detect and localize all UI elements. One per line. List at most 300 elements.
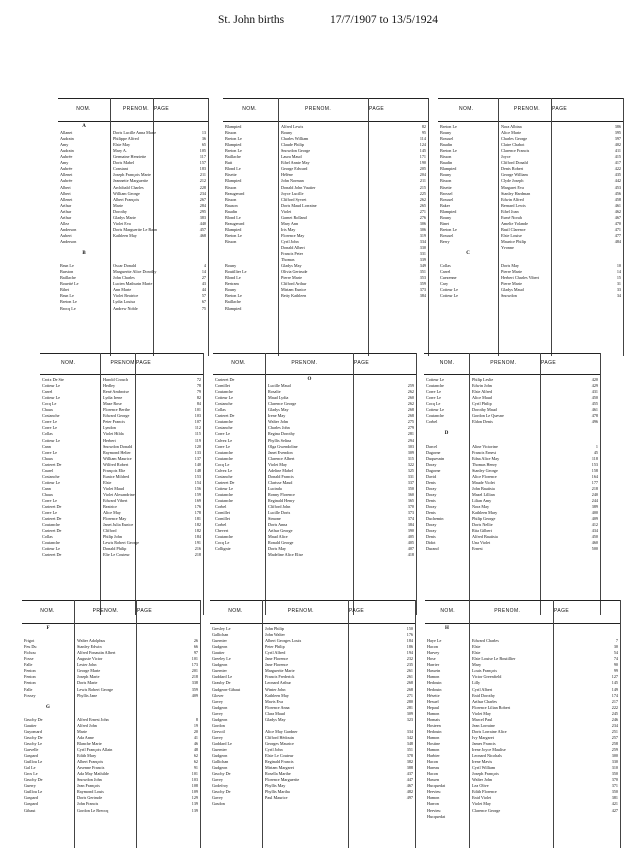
forename-cell: Louis François: [472, 668, 498, 674]
surname-cell: Collas: [215, 407, 226, 413]
forename-cell: Doris Gertrude: [77, 795, 103, 801]
page-number-cell: 156: [194, 485, 201, 491]
forename-cell: Elsie May: [113, 142, 131, 148]
page-number-cell: 378: [406, 753, 413, 759]
forename-cell: Clarence Albert: [268, 455, 295, 461]
page-number-cell: 420: [591, 377, 598, 382]
page-number-cell: 251: [611, 728, 618, 734]
surname-cell: Cotteur Le: [215, 395, 234, 401]
forename-cell: Jane Florence: [265, 656, 289, 662]
forename-cell: George Marie: [77, 668, 101, 674]
forename-cell: Victor Greenfield: [472, 674, 502, 680]
page-number-cell: 79: [196, 389, 201, 395]
page-number-cell: 350: [611, 771, 618, 777]
page-title: St. John births: [218, 14, 285, 26]
section-letter: O: [307, 377, 312, 382]
page-number-cell: 353: [419, 275, 426, 281]
surname-cell: Gresley Le: [212, 626, 231, 631]
surname-cell: Brun Le: [60, 263, 74, 269]
page-number-cell: 105: [199, 148, 206, 154]
page-number-cell: 268: [406, 686, 413, 692]
page-number-cell: 62: [193, 753, 198, 759]
surname-cell: Gervoil: [212, 728, 225, 734]
surname-cell: Frigot: [24, 638, 35, 644]
column-rule: [469, 600, 470, 848]
surname-cell: Anderson: [60, 226, 77, 232]
page-number-cell: 349: [419, 263, 426, 269]
page-number-cell: 33: [616, 287, 621, 293]
page-number-cell: 262: [407, 389, 414, 395]
forename-cell: Basil Clarence: [501, 226, 526, 232]
page-number-cell: 66: [193, 644, 198, 650]
forename-cell: Alfred Lewis: [281, 124, 304, 129]
forename-cell: Lydia Irene: [103, 395, 123, 401]
section-letter: A: [82, 124, 86, 129]
forename-cell: Maurice Philip: [501, 238, 527, 244]
page-number-cell: 342: [406, 734, 413, 740]
surname-cell: Costanche: [42, 473, 60, 479]
forename-cell: Joyce: [501, 154, 511, 160]
forename-cell: Amelie Yolande: [501, 220, 528, 226]
page-number-cell: 359: [419, 281, 426, 287]
forename-cell: Maud Lydia: [268, 395, 289, 401]
page-number-cell: 471: [614, 226, 621, 232]
forename-cell: Thomas Henry: [472, 461, 498, 467]
forename-cell: John Walter: [265, 632, 285, 638]
forename-cell: Clifford Arthur: [281, 281, 307, 287]
forename-cell: Jean François: [77, 783, 100, 789]
surname-cell: Gudgeon: [212, 662, 228, 668]
surname-cell: Gavey: [212, 795, 223, 801]
surname-cell: Garvelle: [24, 747, 39, 752]
forename-cell: Gordon Le Quesne: [472, 413, 504, 419]
surname-cell: Hedouin: [427, 686, 442, 692]
surname-header: NOM.: [76, 106, 91, 112]
forename-cell: Ada Anne: [77, 734, 94, 740]
forename-cell: Alice May Gardner: [265, 728, 298, 734]
forename-cell: Lilian Amy: [472, 498, 492, 503]
surname-cell: Chevert: [215, 528, 229, 534]
surname-cell: Blampied: [225, 178, 242, 184]
page-number-cell: 129: [191, 795, 198, 801]
surname-cell: Denis: [426, 479, 436, 485]
page-number-cell: 169: [194, 498, 201, 503]
forename-cell: Winter John: [265, 686, 286, 692]
surname-cell: Carteret De: [42, 504, 62, 510]
page-number-cell: 460: [591, 540, 598, 546]
page-number-cell: 90: [613, 662, 618, 668]
forename-cell: Joseph Marie: [77, 674, 100, 680]
forenames-header: PRENOM.: [513, 106, 541, 112]
forename-cell: Violet May: [268, 461, 287, 467]
forename-cell: Alice Maud: [472, 395, 492, 401]
surname-cell: Anderson: [60, 238, 77, 244]
forename-cell: Margaret Eva: [501, 184, 524, 190]
forename-cell: Charles George: [501, 136, 528, 142]
forename-cell: Arsenne Francis: [77, 765, 105, 771]
column-rule: [262, 600, 263, 848]
surname-cell: Dagorne: [426, 467, 441, 473]
forename-cell: Arthur George: [268, 528, 293, 534]
surname-cell: Hareau: [427, 765, 440, 771]
surname-cell: Gallichan: [212, 759, 229, 765]
page-number-cell: 174: [611, 692, 618, 698]
page-number-cell: 388: [406, 765, 413, 771]
forename-cell: Florence Anna: [265, 704, 290, 710]
surname-header: NOM.: [242, 106, 257, 112]
page-number-cell: 107: [194, 419, 201, 425]
surname-cell: Allez: [60, 220, 70, 226]
forename-cell: Lucinda: [268, 485, 282, 491]
forename-cell: Stanley Edwin: [77, 644, 102, 650]
forenames-header: PRENOM.: [122, 106, 150, 112]
surname-cell: Bisette: [440, 184, 452, 190]
forename-cell: Clarence George: [268, 401, 297, 407]
forename-cell: Florence Berthe: [103, 407, 130, 413]
page-number-cell: 257: [611, 734, 618, 740]
surname-cell: Hamon: [427, 710, 440, 716]
page-number-cell: 215: [419, 184, 426, 190]
page-number-cell: 8: [195, 716, 198, 722]
surname-cell: Gros Le: [24, 771, 38, 777]
surname-cell: Breton Le: [225, 136, 242, 142]
forename-cell: Stanley George: [472, 467, 498, 473]
page-number-cell: 7: [615, 638, 618, 644]
page-number-cell: 14: [616, 269, 621, 275]
surname-cell: Breton Le: [225, 148, 242, 154]
section-letter: B: [82, 251, 86, 257]
forename-cell: Elsie Louise: [501, 232, 522, 238]
forename-cell: Pierre Marie: [281, 275, 303, 281]
surname-cell: Hostine: [427, 740, 441, 746]
surname-cell: Gudgeon-Gibaut: [212, 686, 241, 692]
page-number-cell: 365: [407, 498, 414, 503]
page-number-cell: 400: [591, 510, 598, 516]
page-number-cell: 182: [194, 528, 201, 534]
surname-cell: Bihet: [60, 287, 70, 293]
surname-cell: Coutanche: [215, 449, 233, 455]
forename-cell: Albert François: [77, 759, 104, 765]
surname-cell: Gautier: [212, 650, 225, 656]
forename-cell: William George: [113, 190, 140, 196]
surname-cell: Gaddard Le: [212, 740, 232, 746]
forename-cell: Clifford Donald: [501, 160, 528, 166]
forename-cell: Doris Lucille Anna Marie: [113, 130, 157, 136]
surname-cell: Gudgeon: [212, 753, 228, 759]
forename-cell: Elsie: [103, 479, 112, 485]
surname-cell: Fossey: [24, 692, 36, 698]
surname-cell: Gavey: [212, 777, 223, 783]
index-column: [22, 600, 200, 848]
surname-cell: Butt: [225, 160, 233, 166]
page-number-cell: 268: [407, 407, 414, 413]
page-number-cell: 322: [407, 461, 414, 467]
forename-cell: Simone: [268, 516, 281, 522]
column-rule: [498, 98, 499, 356]
register-page: [22, 600, 620, 848]
forename-cell: Gladys May: [265, 716, 286, 722]
surname-cell: Guyomard: [24, 728, 42, 734]
page-number-cell: 75: [201, 305, 206, 311]
surname-cell: Carteret De: [215, 413, 235, 419]
surname-cell: Hedouin: [427, 680, 442, 686]
page-number-cell: 218: [191, 674, 198, 680]
surname-cell: Aubrée: [60, 166, 73, 172]
forename-cell: Irene May: [268, 413, 286, 419]
page-number-cell: 259: [407, 383, 414, 389]
page-number-cell: 218: [591, 485, 598, 491]
surname-cell: Baillache: [225, 154, 241, 160]
forenames-header: PRENOM.: [305, 106, 332, 112]
forename-cell: Albert Georges Louis: [265, 638, 302, 644]
forename-cell: Snowdon John: [77, 777, 102, 783]
surname-cell: Doray: [426, 485, 437, 491]
forename-cell: Claude Philip: [281, 142, 304, 148]
surname-cell: Cocq Le: [42, 401, 57, 407]
forename-cell: Blanche Marie: [77, 740, 102, 746]
page-number-cell: 201: [191, 668, 198, 674]
page-number-cell: 417: [614, 160, 621, 166]
forename-cell: Doris Lorraine Alice: [472, 728, 507, 734]
page-number-cell: 422: [614, 166, 621, 172]
index-column: [58, 98, 208, 356]
surname-cell: Carteret De: [42, 552, 62, 558]
surname-cell: Cotteur Le: [215, 485, 234, 491]
column-rule: [208, 98, 209, 356]
surname-cell: Bouny: [225, 287, 237, 293]
forename-cell: Nora Albina: [501, 124, 522, 129]
page-number-cell: 334: [419, 238, 426, 244]
surname-cell: Audrain: [60, 148, 74, 154]
forename-cell: William Maurice: [103, 455, 132, 461]
surname-cell: Hacon: [427, 759, 438, 765]
forename-cell: Clara Maud: [265, 710, 285, 716]
forename-cell: Philippe Alfred: [113, 136, 139, 142]
page-number-cell: 339: [419, 257, 426, 263]
forename-cell: Mavis Eva: [265, 698, 284, 704]
forename-cell: Mary: [472, 662, 482, 668]
page-number-cell: 325: [407, 467, 414, 473]
forename-cell: Maude Violet: [472, 479, 495, 485]
surname-cell: Costanche: [42, 413, 60, 419]
page-number-cell: 434: [591, 528, 598, 534]
forename-cell: Olga Gwendoline: [268, 443, 298, 449]
forename-cell: Peter Francis: [103, 419, 125, 425]
surname-cell: David: [426, 473, 437, 479]
surname-cell: Amy: [60, 142, 69, 148]
column-rule: [415, 600, 416, 848]
forename-cell: Ronny Florence: [268, 491, 295, 497]
surname-cell: Corre Le: [215, 443, 230, 449]
page-number-cell: 477: [614, 232, 621, 238]
surname-cell: Collas: [440, 263, 451, 269]
page-number-cell: 114: [419, 136, 426, 142]
forename-cell: Ada May Mathilde: [77, 771, 109, 777]
surname-cell: Hésette: [427, 692, 440, 698]
forename-cell: Gladys May: [281, 263, 302, 269]
surname-cell: Aubrée: [60, 154, 73, 160]
column-rule: [600, 353, 601, 615]
page-number-cell: 309: [406, 710, 413, 716]
page-number-cell: 97: [193, 650, 198, 656]
surname-cell: Blampied: [225, 305, 242, 311]
forename-cell: Lilly: [472, 680, 481, 686]
surname-cell: Brun Le: [60, 293, 74, 299]
forename-cell: Pierre Marie: [501, 269, 523, 275]
surname-cell: Allenet: [60, 196, 73, 202]
page-number-cell: 235: [406, 662, 413, 668]
surname-cell: Cornillet: [215, 516, 230, 522]
forename-cell: Donald John Vautier: [281, 184, 316, 190]
forename-cell: Alice Florence: [472, 473, 497, 479]
surname-cell: Baudin: [440, 142, 453, 148]
page-number-cell: 351: [419, 269, 426, 275]
page-number-cell: 303: [407, 443, 414, 449]
page-number-cell: 373: [419, 287, 426, 293]
surname-cell: Corre Le: [426, 395, 441, 401]
surname-cell: Gudgeon: [212, 716, 228, 722]
forename-cell: Adeline Mabel: [268, 467, 294, 473]
page-number-cell: 450: [591, 534, 598, 540]
forename-cell: Alice Marie: [501, 130, 522, 136]
forename-cell: Doris Mabel: [113, 160, 135, 166]
surname-header: NOM.: [61, 360, 76, 366]
surname-cell: Gudgeon: [212, 644, 228, 650]
surname-cell: Coutanche: [426, 413, 444, 419]
page-header-cell: PAGE: [554, 608, 570, 614]
surname-cell: Calvez Le: [215, 467, 233, 473]
surname-cell: Bouny: [440, 172, 452, 178]
surname-cell: Gruchy De: [24, 734, 43, 740]
forename-cell: Jeannette Marguerite: [113, 178, 149, 184]
surname-cell: Gaspard: [24, 795, 38, 801]
forename-cell: Lydia Louisa: [113, 299, 135, 305]
forename-cell: Stanley Hardman: [501, 190, 531, 196]
surname-cell: Breton Le: [60, 299, 77, 305]
page-number-cell: 4: [203, 263, 206, 269]
forename-cell: John Philip: [265, 626, 284, 631]
surname-cell: Baker: [440, 202, 450, 208]
surname-cell: Collas: [42, 534, 53, 540]
forename-cell: Edwin John: [472, 383, 492, 389]
forename-cell: Mazel Lillian: [472, 491, 495, 497]
forename-cell: Florence Marguerite: [265, 777, 300, 783]
forenames-header: PRENOM.: [110, 360, 137, 366]
forename-cell: Elsie Le Couteur: [265, 753, 294, 759]
forename-cell: Alfred Bautista: [472, 534, 498, 540]
forename-cell: Dorothy Maud: [472, 407, 497, 413]
surname-cell: Gordon: [212, 722, 225, 728]
surname-cell: Costanche: [215, 425, 233, 431]
page-number-cell: 137: [194, 455, 201, 461]
page-number-cell: 262: [419, 196, 426, 202]
column-rule: [416, 353, 417, 615]
page-number-cell: 205: [419, 166, 426, 172]
surname-cell: Breton Le: [440, 148, 457, 154]
surname-cell: Blampied: [225, 142, 242, 148]
surname-cell: Bertram: [225, 281, 239, 287]
page-number-cell: 468: [199, 232, 206, 238]
forename-cell: Clifford Syvret: [281, 196, 307, 202]
page-number-cell: 240: [591, 491, 598, 497]
forename-cell: Edith Mary: [77, 753, 97, 759]
surname-cell: Costanche: [215, 401, 233, 407]
surname-cell: Bisette: [225, 172, 237, 178]
surname-cell: Blond Le: [225, 275, 241, 281]
page-number-cell: 41: [193, 734, 198, 740]
page-number-cell: 500: [591, 546, 598, 552]
surname-cell: Bossuel: [440, 232, 454, 238]
page-number-cell: 359: [191, 686, 198, 692]
forename-cell: Elsie: [472, 644, 481, 650]
forename-cell: Cyril John: [265, 747, 283, 752]
forename-cell: Herbert: [103, 437, 116, 443]
surname-cell: Gruchy De: [212, 771, 231, 777]
surname-cell: Greeley Le: [212, 656, 231, 662]
forename-cell: Charles William: [281, 136, 309, 142]
page-number-cell: 232: [406, 656, 413, 662]
forename-cell: Enid Dorothy: [472, 692, 495, 698]
forename-cell: Betty Kathleen: [281, 293, 307, 299]
page-number-cell: 67: [201, 299, 206, 305]
forename-cell: Alfred Ernest John: [77, 716, 109, 722]
surname-cell: Coutanche: [215, 455, 233, 461]
surname-cell: Hose: [427, 656, 436, 662]
forename-cell: Dorothy: [113, 208, 127, 214]
page-number-cell: 181: [194, 516, 201, 522]
forename-cell: Reginald Henry: [268, 498, 295, 503]
surname-cell: Cann: [42, 443, 51, 449]
surname-cell: Hacon: [427, 644, 438, 650]
page-number-cell: 461: [591, 407, 598, 413]
forename-cell: Gladys Maud: [501, 287, 524, 293]
page-number-cell: 101: [191, 656, 198, 662]
surname-cell: Duchemin: [426, 516, 444, 522]
forename-cell: Donald Francis: [268, 473, 294, 479]
surname-cell: Albert: [60, 190, 71, 196]
forename-cell: Irene Joyce Maulise: [472, 747, 506, 752]
surname-cell: Hervieu: [427, 807, 441, 813]
page-number-cell: 395: [614, 130, 621, 136]
forename-cell: Rita Gilbert: [472, 528, 492, 534]
forename-cell: Mary Ann: [281, 220, 299, 226]
page-number-cell: 265: [419, 202, 426, 208]
surname-cell: Fenton: [24, 668, 36, 674]
surname-cell: Cann: [42, 485, 51, 491]
surname-header: NOM.: [439, 360, 455, 366]
surname-cell: Chaux: [42, 407, 53, 413]
surname-cell: Corre Le: [42, 419, 57, 425]
page-number-cell: 228: [199, 184, 206, 190]
surname-cell: Fichou: [24, 650, 36, 656]
surname-cell: Grauby De: [212, 680, 231, 686]
column-rule: [278, 98, 279, 356]
page-number-cell: 373: [407, 510, 414, 516]
surname-cell: Gruchy De: [24, 716, 43, 722]
page-number-cell: 82: [196, 395, 201, 401]
forename-cell: Irene Mavis: [472, 759, 493, 765]
page-number-cell: 431: [591, 389, 598, 395]
page-number-cell: 458: [614, 196, 621, 202]
surname-cell: Guillou Le: [24, 759, 43, 765]
page-number-cell: 259: [611, 747, 618, 752]
forename-cell: Janet Julia Eunice: [103, 522, 134, 528]
page-number-cell: 360: [407, 491, 414, 497]
page-number-cell: 159: [194, 491, 201, 497]
surname-cell: Cotteur Le: [42, 437, 61, 443]
page-number-cell: 103: [194, 413, 201, 419]
page-number-cell: 153: [591, 461, 598, 467]
